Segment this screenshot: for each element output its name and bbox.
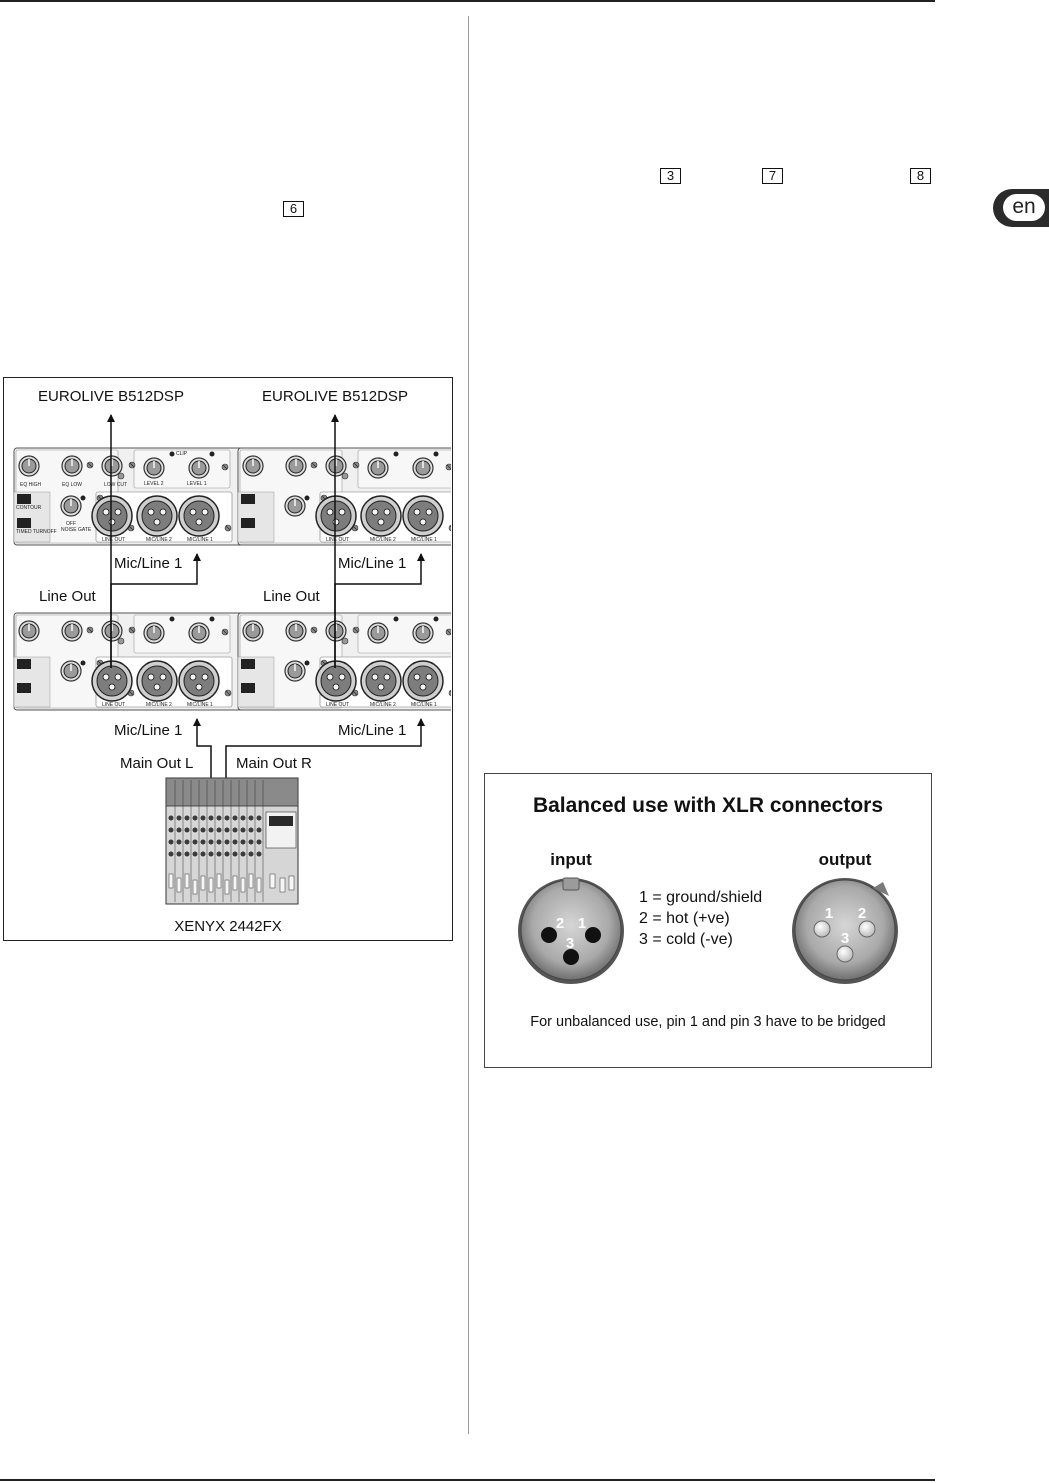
speaker-label: EUROLIVE B512DSP bbox=[262, 388, 408, 405]
pin-legend-line: 3 = cold (-ve) bbox=[639, 931, 733, 948]
cable-label-mic-line: Mic/Line 1 bbox=[338, 722, 407, 739]
mixer-image bbox=[166, 778, 298, 904]
panel-label-line-out: LINE OUT bbox=[326, 537, 350, 543]
panel-label-eq-high: EQ HIGH bbox=[20, 482, 42, 488]
speaker-rear-panel bbox=[238, 613, 451, 710]
cable-label-mic-line: Mic/Line 1 bbox=[114, 722, 183, 739]
top-rule bbox=[0, 0, 935, 2]
panel-label-mic-line-2: MIC/LINE 2 bbox=[146, 702, 172, 708]
pin-number: 3 bbox=[565, 935, 575, 952]
cable-label-line-out: Line Out bbox=[39, 588, 96, 605]
xlr-box-title: Balanced use with XLR connectors bbox=[532, 794, 884, 817]
panel-label-noise-gate: NOISE GATE bbox=[61, 527, 92, 533]
cable-label-main-out-r: Main Out R bbox=[236, 755, 312, 772]
pin-number: 1 bbox=[577, 915, 587, 932]
cable-label-mic-line: Mic/Line 1 bbox=[114, 555, 183, 572]
pin-number: 2 bbox=[857, 905, 867, 922]
reference-box: 7 bbox=[762, 168, 783, 184]
xlr-footnote: For unbalanced use, pin 1 and pin 3 have to be bridged bbox=[530, 1014, 886, 1030]
bottom-rule bbox=[0, 1479, 935, 1481]
panel-label-mic-line-2: MIC/LINE 2 bbox=[370, 537, 396, 543]
pin-legend-line: 1 = ground/shield bbox=[639, 889, 763, 906]
input-label: input bbox=[550, 850, 592, 869]
panel-label-clip: CLIP bbox=[176, 451, 188, 457]
reference-box: 8 bbox=[910, 168, 931, 184]
panel-label-off: OFF bbox=[66, 521, 76, 527]
panel-label-mic-line-1: MIC/LINE 1 bbox=[187, 537, 213, 543]
mixer-label: XENYX 2442FX bbox=[174, 918, 282, 935]
setup-diagram bbox=[3, 377, 453, 941]
panel-label-line-out: LINE OUT bbox=[102, 702, 126, 708]
panel-label-timed-turnoff: TIMED TURNOFF bbox=[16, 529, 57, 535]
pin-number: 3 bbox=[840, 930, 850, 947]
output-label: output bbox=[818, 850, 872, 869]
reference-box: 6 bbox=[283, 201, 304, 217]
cable-label-main-out-l: Main Out L bbox=[120, 755, 194, 772]
panel-label-contour: CONTOUR bbox=[16, 505, 42, 511]
panel-label-line-out: LINE OUT bbox=[326, 702, 350, 708]
panel-label-level-1: LEVEL 1 bbox=[187, 481, 207, 487]
panel-label-mic-line-2: MIC/LINE 2 bbox=[370, 702, 396, 708]
reference-box: 3 bbox=[660, 168, 681, 184]
cable-label-mic-line: Mic/Line 1 bbox=[338, 555, 407, 572]
panel-label-low-cut: LOW CUT bbox=[104, 482, 128, 488]
panel-label-line-out: LINE OUT bbox=[102, 537, 126, 543]
xlr-input-connector bbox=[518, 878, 624, 984]
pin-legend-line: 2 = hot (+ve) bbox=[639, 910, 730, 927]
panel-label-mic-line-1: MIC/LINE 1 bbox=[187, 702, 213, 708]
panel-label-eq-low: EQ LOW bbox=[62, 482, 83, 488]
column-divider bbox=[468, 16, 469, 1434]
panel-label-mic-line-1: MIC/LINE 1 bbox=[411, 537, 437, 543]
panel-label-mic-line-2: MIC/LINE 2 bbox=[146, 537, 172, 543]
cable-label-line-out: Line Out bbox=[263, 588, 320, 605]
pin-number: 1 bbox=[824, 905, 834, 922]
panel-label-mic-line-1: MIC/LINE 1 bbox=[411, 702, 437, 708]
speaker-rear-panel bbox=[238, 448, 451, 545]
language-tab-label: en bbox=[1003, 194, 1045, 221]
xlr-connector-box bbox=[484, 773, 932, 1068]
speaker-label: EUROLIVE B512DSP bbox=[38, 388, 184, 405]
xlr-output-connector bbox=[792, 878, 898, 984]
pin-number: 2 bbox=[555, 915, 565, 932]
panel-label-level-2: LEVEL 2 bbox=[144, 481, 164, 487]
